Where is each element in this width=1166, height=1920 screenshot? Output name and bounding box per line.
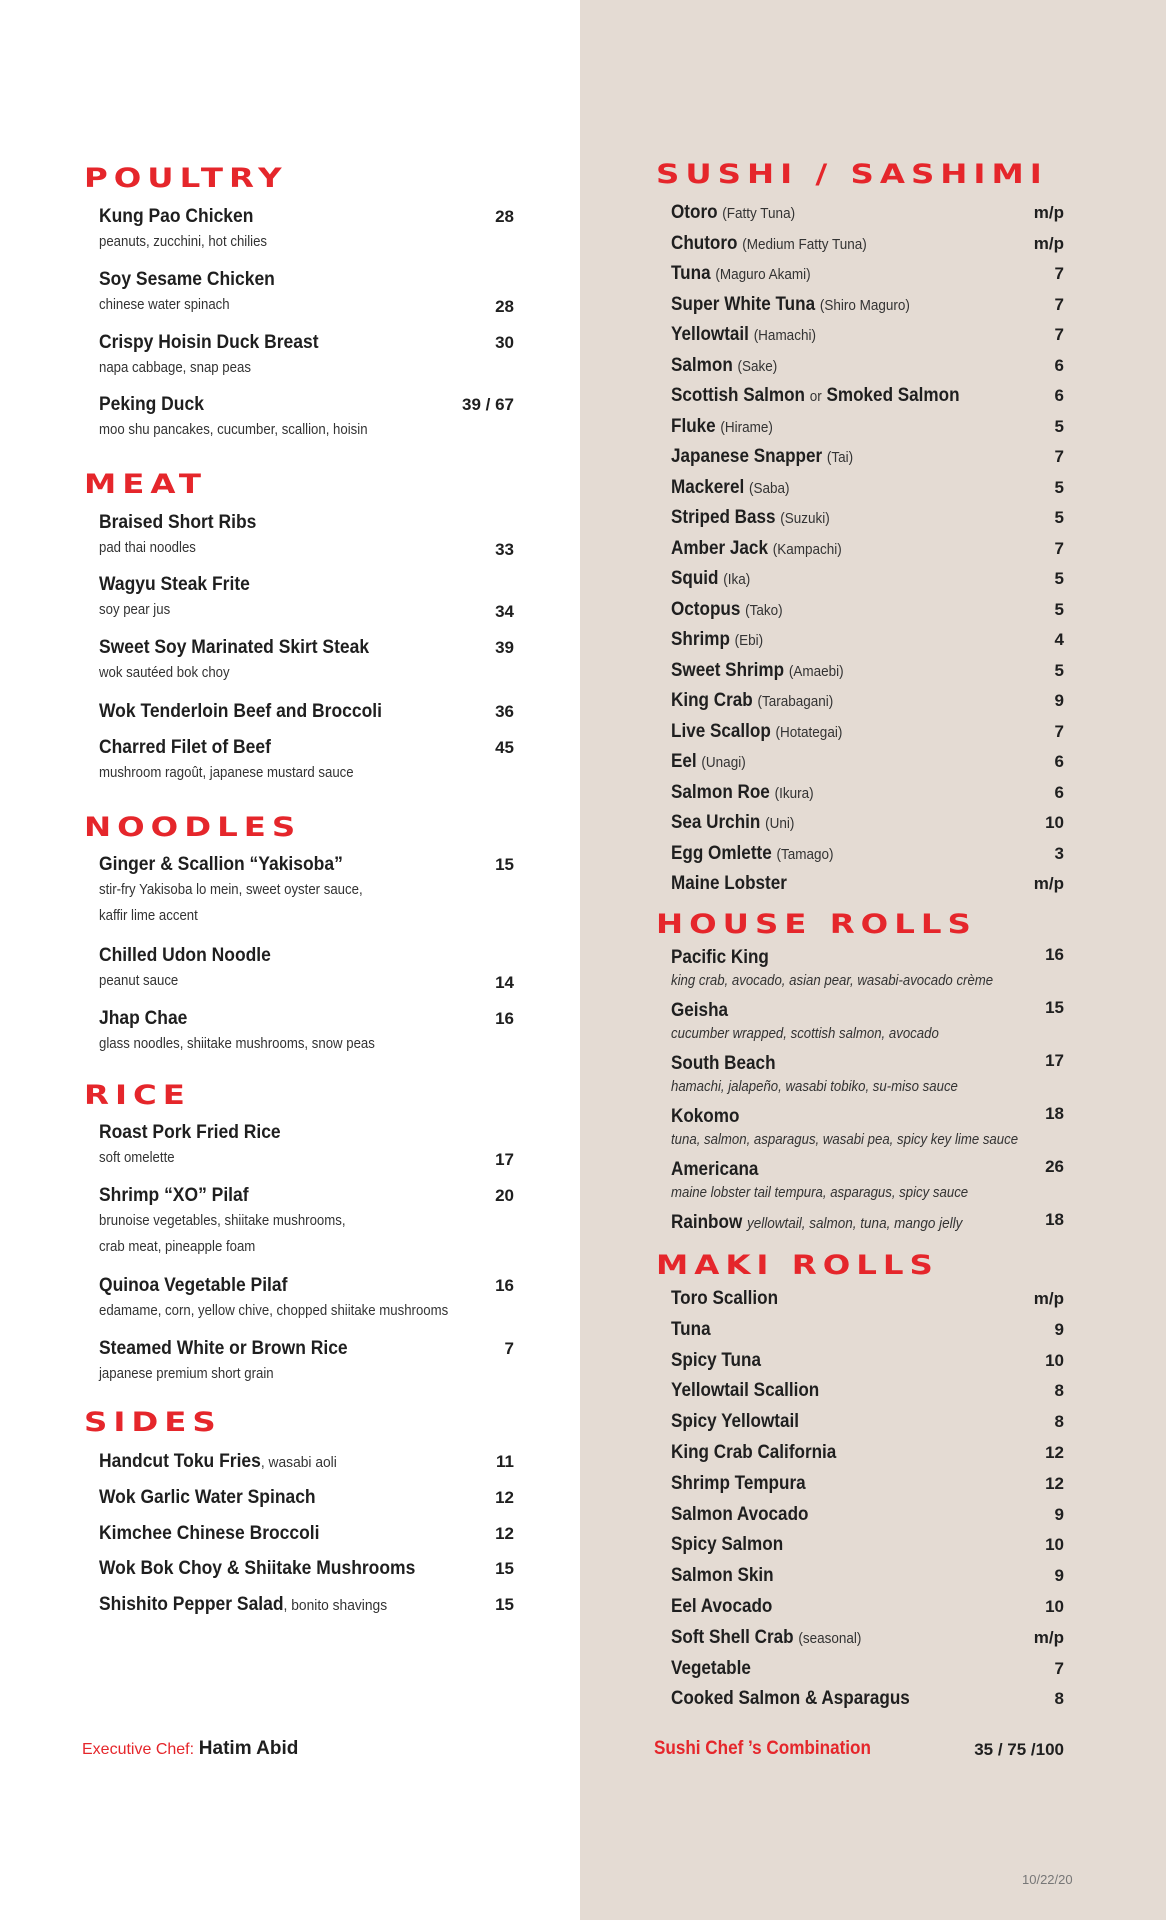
item-name [671, 597, 783, 624]
item-name-text: Salmon Roe [671, 781, 770, 803]
menu-item [99, 1450, 514, 1475]
item-name-text: Shrimp Tempura [671, 1472, 806, 1494]
item-name-text: Kokomo [671, 1106, 740, 1127]
item-price: 18 [1045, 1104, 1064, 1123]
maki-roll-item [671, 1286, 1064, 1312]
item-japanese-name: (Tarabagani) [757, 693, 834, 710]
item-name [671, 1594, 772, 1620]
item-price: 16 [495, 1276, 514, 1295]
sides-title: SIDES [84, 1407, 222, 1438]
item-name-text: Eel [671, 751, 697, 772]
item-japanese-name: (Uni) [765, 815, 795, 832]
sushi-item [671, 841, 1064, 867]
item-name [671, 1686, 910, 1712]
item-price: 4 [1054, 630, 1064, 649]
item-name: Ginger & Scallion “Yakisoba” [99, 854, 343, 875]
sushi-item [671, 749, 1064, 775]
item-name-text: Vegetable [671, 1657, 751, 1679]
maki-roll-item [671, 1317, 1064, 1343]
item-price: 3 [1054, 843, 1064, 863]
item-name: Peking Duck [99, 394, 204, 415]
item-price: m/p [1033, 1627, 1064, 1647]
item-price: 7 [1054, 447, 1064, 466]
item-name [671, 1210, 962, 1237]
item-description: brunoise vegetables, shiitake mushrooms, [99, 1212, 346, 1229]
item-name [671, 780, 814, 807]
item-price: 20 [495, 1186, 514, 1205]
item-description: peanut sauce [99, 972, 179, 989]
item-price: 12 [1045, 1473, 1064, 1493]
item-name [671, 1471, 806, 1497]
menu-item [99, 1274, 514, 1324]
item-name-text: Sea Urchin [671, 812, 761, 833]
item-price: 6 [1054, 782, 1064, 802]
menu-item [99, 736, 514, 786]
item-description: hamachi, jalapeño, wasabi tobiko, su-miso sauce [671, 1078, 958, 1095]
menu-item [99, 700, 514, 724]
item-note: (seasonal) [798, 1629, 862, 1647]
item-name-text: Chutoro [671, 232, 738, 254]
item-japanese-name: (Tamago) [776, 845, 834, 863]
item-name [671, 475, 789, 502]
item-description: japanese premium short grain [99, 1365, 274, 1382]
item-price: 16 [1045, 945, 1064, 964]
item-name [671, 1378, 819, 1404]
item-price: 5 [1054, 416, 1064, 436]
item-name [671, 1502, 808, 1528]
menu-item [99, 573, 514, 623]
item-price: 8 [1054, 1689, 1064, 1709]
item-name-text: Striped Bass [671, 507, 776, 528]
item-description: napa cabbage, snap peas [99, 359, 251, 376]
item-japanese-name: (Hirame) [720, 418, 773, 436]
item-price: 28 [495, 297, 514, 316]
item-japanese-name: (Tai) [826, 449, 854, 466]
combo-price: 35 / 75 /100 [974, 1740, 1064, 1759]
item-price: 10 [1045, 1597, 1064, 1616]
item-price: 5 [1054, 599, 1064, 619]
item-name [671, 566, 750, 593]
item-price: 10 [1045, 813, 1064, 832]
item-name-text: Sweet Shrimp [671, 659, 785, 681]
item-name [671, 1157, 758, 1183]
item-price: 5 [1054, 477, 1064, 497]
maki-roll-item [671, 1378, 1064, 1404]
item-name-text: Cooked Salmon & Asparagus [671, 1688, 910, 1710]
chef-label: Executive Chef: [82, 1741, 195, 1758]
item-name [671, 841, 833, 868]
item-name [671, 1563, 774, 1589]
item-price: 5 [1054, 660, 1064, 680]
sushi-item [671, 475, 1064, 501]
sushi-item [671, 871, 1064, 897]
item-name [671, 1348, 761, 1374]
menu-item [99, 1121, 514, 1171]
item-description: soy pear jus [99, 601, 171, 618]
item-japanese-name: (Kampachi) [772, 540, 842, 558]
item-japanese-name: (Tako) [745, 601, 783, 619]
item-price: 7 [1054, 721, 1064, 741]
item-name-text: Americana [671, 1159, 759, 1180]
item-name: Wok Bok Choy & Shiitake Mushrooms [99, 1558, 416, 1579]
item-name-text: Geisha [671, 1000, 729, 1021]
item-price: 10 [1045, 1350, 1064, 1370]
house-roll-item [671, 998, 1064, 1044]
item-price: m/p [1033, 233, 1064, 253]
menu-item [99, 853, 514, 929]
item-price: 7 [1054, 264, 1064, 283]
item-name-text: Pacific King [671, 947, 769, 968]
item-name-text: Salmon [671, 354, 733, 376]
item-price: 12 [1045, 1443, 1064, 1462]
item-name-text: Toro Scallion [671, 1288, 779, 1309]
item-name: Kimchee Chinese Broccoli [99, 1523, 320, 1544]
sushi-item [671, 780, 1064, 806]
menu-item [99, 1184, 514, 1260]
menu-item [99, 1522, 514, 1546]
sushi-item [671, 566, 1064, 592]
item-name [671, 1625, 861, 1652]
sushi-item [671, 292, 1064, 318]
item-name [671, 1051, 776, 1077]
item-name [671, 1440, 836, 1466]
combo-label: Sushi Chef ’s Combination [654, 1738, 871, 1759]
item-description: chinese water spinach [99, 296, 230, 313]
item-price: m/p [1033, 874, 1064, 893]
sushi-item [671, 658, 1064, 684]
item-japanese-name: (Ika) [723, 571, 751, 588]
house-roll-item [671, 1210, 1064, 1237]
item-price: 11 [496, 1452, 514, 1471]
item-description: tuna, salmon, asparagus, wasabi pea, spicy key lime sauce [671, 1131, 1019, 1148]
item-japanese-name: (Medium Fatty Tuna) [742, 235, 867, 253]
item-name-text: Salmon Avocado [671, 1503, 809, 1525]
item-name: Chilled Udon Noodle [99, 945, 271, 966]
item-price: 9 [1054, 1566, 1064, 1586]
item-japanese-name: (Ikura) [774, 784, 814, 802]
menu-item [99, 636, 514, 686]
item-name [671, 871, 787, 897]
item-japanese-name: (Ebi) [734, 632, 764, 649]
item-price: 9 [1054, 1504, 1064, 1524]
menu-item [99, 1486, 514, 1510]
sushi-item [671, 688, 1064, 714]
house-roll-item [671, 1104, 1064, 1150]
sushi-item [671, 444, 1064, 470]
item-name-text: Rainbow [671, 1212, 743, 1233]
item-price: 10 [1045, 1535, 1064, 1555]
menu-date: 10/22/20 [1022, 1872, 1073, 1887]
item-name [671, 1317, 711, 1343]
menu-item [99, 268, 514, 318]
item-name-text: Soft Shell Crab [671, 1626, 794, 1648]
poultry-title: POULTRY [84, 163, 288, 194]
item-name [671, 998, 728, 1024]
item-description: soft omelette [99, 1149, 175, 1166]
item-japanese-name: (Hotategai) [775, 723, 843, 741]
sushi-item [671, 810, 1064, 836]
item-price: 15 [495, 1595, 514, 1614]
item-price: 39 [495, 638, 514, 657]
item-price: m/p [1033, 203, 1064, 222]
item-name: Wok Tenderloin Beef and Broccoli [99, 701, 382, 722]
sushi-item [671, 414, 1064, 440]
item-name: Shishito Pepper Salad, bonito shavings [99, 1594, 388, 1615]
item-description: stir-fry Yakisoba lo mein, sweet oyster sauce, [99, 881, 363, 898]
house-roll-item [671, 1051, 1064, 1097]
item-suffix: , bonito shavings [283, 1597, 388, 1614]
item-name-text: Amber Jack [671, 537, 768, 559]
item-name [671, 1286, 778, 1312]
item-description: glass noodles, shiitake mushrooms, snow peas [99, 1035, 375, 1052]
item-name-text: Japanese Snapper [671, 446, 823, 467]
item-name: Braised Short Ribs [99, 512, 257, 533]
item-name [671, 414, 773, 441]
item-name [671, 810, 794, 837]
item-name [671, 688, 833, 715]
item-name-text: Otoro [671, 202, 718, 223]
item-price: 9 [1054, 691, 1064, 710]
sushi-sashimi-title: SUSHI / SASHIMI [656, 159, 1048, 190]
item-name-alt: Smoked Salmon [826, 385, 960, 406]
item-japanese-name: (Sake) [737, 357, 778, 375]
item-description: moo shu pancakes, cucumber, scallion, hoisin [99, 421, 368, 438]
menu-item [99, 1337, 514, 1387]
menu-item [99, 1557, 514, 1581]
maki-roll-item [671, 1656, 1064, 1682]
menu-item [99, 511, 514, 561]
item-description: pad thai noodles [99, 539, 196, 556]
meat-title: MEAT [84, 469, 208, 500]
item-japanese-name: (Amaebi) [788, 662, 844, 680]
item-japanese-name: or [809, 388, 822, 405]
item-name: Wagyu Steak Frite [99, 574, 250, 595]
house-rolls-title: HOUSE ROLLS [656, 909, 977, 940]
item-price: 7 [1054, 538, 1064, 558]
executive-chef [82, 1738, 298, 1760]
sushi-item [671, 353, 1064, 379]
item-price: 8 [1054, 1412, 1064, 1432]
item-price: 5 [1054, 508, 1064, 527]
item-name: Quinoa Vegetable Pilaf [99, 1275, 288, 1296]
item-price: 26 [1045, 1157, 1064, 1176]
maki-roll-item [671, 1409, 1064, 1435]
item-price: 18 [1045, 1210, 1064, 1229]
item-name-text: Squid [671, 568, 719, 589]
item-description: maine lobster tail tempura, asparagus, spicy sauce [671, 1184, 969, 1201]
item-price: 6 [1054, 386, 1064, 405]
item-name: Soy Sesame Chicken [99, 269, 275, 290]
menu-item [99, 393, 514, 443]
item-description: mushroom ragoût, japanese mustard sauce [99, 764, 354, 781]
item-price: 15 [495, 855, 514, 874]
item-description: wok sautéed bok choy [99, 664, 230, 681]
sushi-item [671, 627, 1064, 653]
sushi-item [671, 505, 1064, 531]
item-name-text: Spicy Tuna [671, 1349, 761, 1371]
item-japanese-name: (Hamachi) [753, 327, 816, 344]
sushi-item [671, 719, 1064, 745]
item-price: 30 [495, 333, 514, 352]
noodles-title: NOODLES [84, 812, 302, 843]
item-japanese-name: (Maguro Akami) [715, 266, 811, 283]
menu-item [99, 1593, 514, 1618]
item-price: 15 [495, 1559, 514, 1578]
item-description-line2: crab meat, pineapple foam [99, 1238, 256, 1255]
item-name [671, 1409, 799, 1435]
item-name: Handcut Toku Fries, wasabi aoli [99, 1451, 337, 1472]
item-name-text: Salmon Skin [671, 1565, 774, 1587]
item-name-text: Tuna [671, 1318, 711, 1340]
item-description: edamame, corn, yellow chive, chopped shiitake mushrooms [99, 1302, 449, 1319]
sushi-item [671, 383, 1064, 409]
menu-item [99, 331, 514, 381]
menu-item [99, 1007, 514, 1057]
sushi-chef-combination [654, 1738, 1064, 1760]
item-price: m/p [1033, 1289, 1064, 1308]
item-price: 12 [495, 1524, 514, 1543]
item-name: Jhap Chae [99, 1008, 188, 1029]
item-name-text: Spicy Salmon [671, 1534, 784, 1556]
item-name [671, 1532, 783, 1558]
item-name: Charred Filet of Beef [99, 737, 271, 758]
item-japanese-name: (Saba) [748, 479, 790, 497]
maki-roll-item [671, 1502, 1064, 1528]
item-name [671, 945, 769, 971]
item-japanese-name: (Unagi) [701, 754, 746, 771]
item-price: 16 [495, 1009, 514, 1028]
item-name-text: Scottish Salmon [671, 385, 805, 406]
item-name: Shrimp “XO” Pilaf [99, 1185, 249, 1206]
house-roll-item [671, 945, 1064, 991]
item-name-text: Live Scallop [671, 720, 771, 742]
item-name-text: King Crab California [671, 1442, 837, 1463]
maki-rolls-title: MAKI ROLLS [656, 1250, 939, 1281]
sushi-item [671, 322, 1064, 348]
item-name [671, 261, 811, 288]
item-price: 9 [1054, 1319, 1064, 1339]
item-name-text: South Beach [671, 1053, 776, 1074]
item-name-text: Maine Lobster [671, 873, 787, 894]
item-name-text: Octopus [671, 598, 741, 620]
item-name [671, 658, 844, 685]
item-price: 17 [1045, 1051, 1064, 1070]
item-name-text: King Crab [671, 690, 753, 711]
item-japanese-name: (Suzuki) [780, 510, 830, 527]
item-name [671, 1656, 751, 1682]
item-price: 5 [1054, 569, 1064, 588]
rice-title: RICE [84, 1080, 191, 1111]
maki-roll-item [671, 1348, 1064, 1374]
item-name: Kung Pao Chicken [99, 206, 254, 227]
item-description: yellowtail, salmon, tuna, mango jelly [747, 1215, 963, 1232]
item-name [671, 719, 842, 746]
item-description-line2: kaffir lime accent [99, 907, 198, 924]
item-name: Sweet Soy Marinated Skirt Steak [99, 637, 370, 658]
maki-roll-item [671, 1471, 1064, 1497]
item-price: 15 [1045, 998, 1064, 1017]
item-price: 39 / 67 [462, 395, 514, 414]
maki-roll-item [671, 1594, 1064, 1620]
item-name [671, 505, 830, 532]
item-name [671, 322, 816, 349]
item-price: 6 [1054, 752, 1064, 771]
item-description: peanuts, zucchini, hot chilies [99, 233, 268, 250]
item-name [671, 200, 795, 227]
item-price: 7 [504, 1339, 514, 1358]
sushi-item [671, 200, 1064, 226]
menu-item [99, 205, 514, 255]
item-name-text: Tuna [671, 263, 711, 284]
item-name [671, 353, 777, 380]
maki-roll-item [671, 1686, 1064, 1712]
item-name-text: Super White Tuna [671, 293, 816, 315]
item-price: 17 [495, 1150, 514, 1169]
item-price: 7 [1054, 325, 1064, 344]
chef-name: Hatim Abid [198, 1738, 299, 1759]
item-japanese-name: (Shiro Maguro) [819, 296, 910, 314]
maki-roll-item [671, 1563, 1064, 1589]
item-name-text: Egg Omlette [671, 842, 772, 864]
item-price: 45 [495, 738, 514, 757]
item-name-text: Spicy Yellowtail [671, 1411, 799, 1433]
menu-item [99, 944, 514, 994]
sushi-item [671, 536, 1064, 562]
sushi-item [671, 231, 1064, 257]
item-suffix: , wasabi aoli [260, 1454, 337, 1471]
item-price: 28 [495, 207, 514, 226]
sushi-item [671, 261, 1064, 287]
item-name [671, 292, 910, 319]
item-name [671, 536, 842, 563]
item-name-text: Yellowtail [671, 324, 749, 345]
maki-roll-item [671, 1440, 1064, 1466]
item-name [671, 231, 867, 258]
item-name [671, 444, 853, 471]
item-name: Crispy Hoisin Duck Breast [99, 332, 319, 353]
item-name [671, 627, 763, 654]
item-price: 14 [495, 973, 514, 992]
item-description: cucumber wrapped, scottish salmon, avocado [671, 1025, 939, 1042]
item-price: 12 [495, 1488, 514, 1507]
maki-roll-item [671, 1532, 1064, 1558]
item-price: 6 [1054, 355, 1064, 375]
item-price: 34 [495, 602, 514, 621]
item-name [671, 1104, 739, 1130]
item-price: 33 [495, 540, 514, 559]
item-name-text: Mackerel [671, 476, 745, 498]
item-name-text: Yellowtail Scallion [671, 1380, 820, 1402]
item-price: 8 [1054, 1381, 1064, 1401]
item-name [671, 749, 746, 776]
item-price: 7 [1054, 294, 1064, 314]
item-name: Roast Pork Fried Rice [99, 1122, 281, 1143]
item-name-text: Fluke [671, 415, 716, 437]
item-description: king crab, avocado, asian pear, wasabi-avocado crème [671, 972, 994, 989]
item-name: Wok Garlic Water Spinach [99, 1487, 316, 1508]
maki-roll-item [671, 1625, 1064, 1651]
item-name [671, 383, 960, 410]
item-name-text: Shrimp [671, 629, 730, 650]
item-price: 7 [1054, 1658, 1064, 1678]
house-roll-item [671, 1157, 1064, 1203]
item-name: Steamed White or Brown Rice [99, 1338, 348, 1359]
item-japanese-name: (Fatty Tuna) [722, 205, 796, 222]
sushi-item [671, 597, 1064, 623]
item-name-text: Eel Avocado [671, 1596, 773, 1617]
item-price: 36 [495, 702, 514, 721]
